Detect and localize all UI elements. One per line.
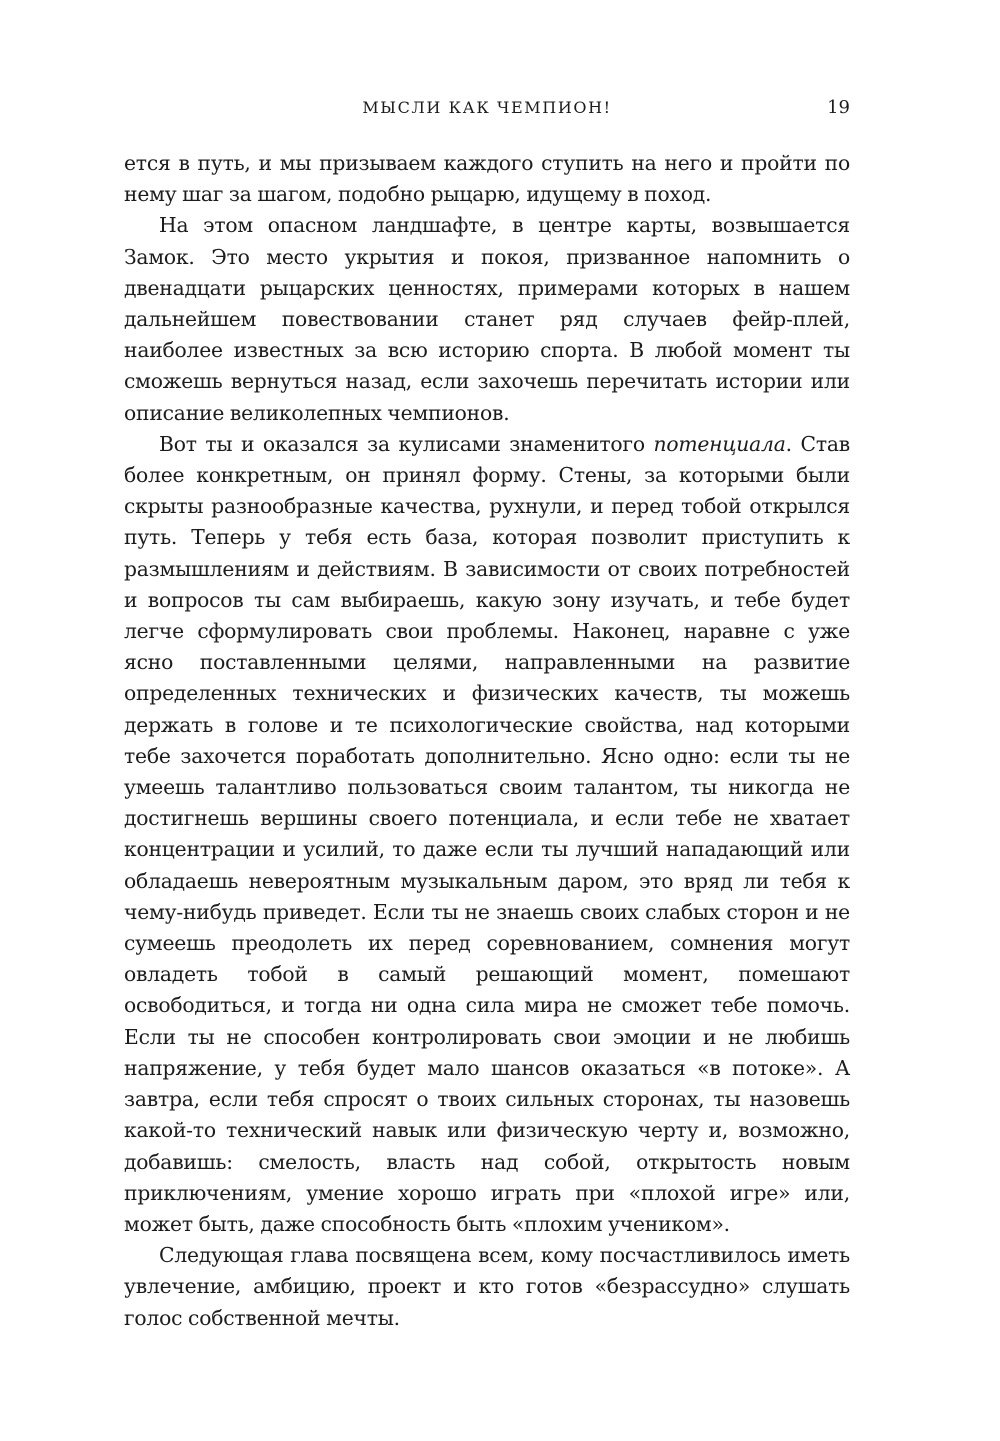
- paragraph-castle: На этом опасном ландшафте, в центре карты, возвышается Замок. Это место укрытия и покоя, призванное напомнить о двенадцати рыцарских ценностях, примерами которых в нашем дальнейшем повествовании станет ряд случаев фейр-плей, наиболее известных за всю историю спорта. В любой момент ты сможешь вернуться назад, если захочешь перечитать истории или описание великолепных чемпионов.: [124, 213, 850, 425]
- paragraph-potential: [124, 429, 850, 1240]
- emphasis-potential: потенциала: [653, 431, 786, 456]
- running-header: [124, 94, 850, 122]
- running-title: МЫСЛИ КАК ЧЕМПИОН!: [362, 98, 612, 117]
- page-number: 19: [827, 97, 850, 118]
- paragraph-potential-rest: . Став более конкретным, он принял форму. Стены, за которыми были скрыты разнообразные качества, рухнули, и перед тобой открылся путь. Теперь у тебя есть база, которая позволит приступить к размышлениям и действиям. В зависимости от своих потребностей и вопросов ты сам выбираешь, какую зону изучать, и тебе будет легче сформулировать свои проблемы. Наконец, наравне с уже ясно поставленными целями, направленными на развитие определенных технических и физических качеств, ты можешь держать в голове и те психологические свойства, над которыми тебе захочется поработать дополнительно. Ясно одно: если ты не умеешь талантливо пользоваться своим талантом, ты никогда не достигнешь вершины своего потенциала, и если тебе не хватает концентрации и усилий, то даже если ты лучший нападающий или обладаешь невероятным музыкальным даром, это вряд ли тебя к чему-нибудь приведет. Если ты не знаешь своих слабых сторон и не сумеешь преодолеть их перед соревнованием, сомнения могут овладеть тобой в самый решающий момент, помешают освободиться, и тогда ни одна сила мира не сможет тебе помочь. Если ты не способен контролировать свои эмоции и не любишь напряжение, у тебя будет мало шансов оказаться «в потоке». А завтра, если тебя спросят о твоих сильных сторонах, ты назовешь какой-то технический навык или физическую черту и, возможно, добавишь: смелость, власть над собой, открытость новым приключениям, умение хорошо играть при «плохой игре» или, может быть, даже способность быть «плохим учеником».: [124, 431, 850, 1236]
- paragraph-next-chapter: Следующая глава посвящена всем, кому посчастливилось иметь увлечение, амбицию, проект и кто готов «безрассудно» слушать голос собственной мечты.: [124, 1243, 850, 1330]
- body-text: [124, 148, 850, 1334]
- paragraph-continuation: ется в путь, и мы призываем каждого ступить на него и пройти по нему шаг за шагом, подобно рыцарю, идущему в поход.: [124, 151, 850, 207]
- paragraph-potential-start: Вот ты и оказался за кулисами знаменитого: [159, 431, 654, 456]
